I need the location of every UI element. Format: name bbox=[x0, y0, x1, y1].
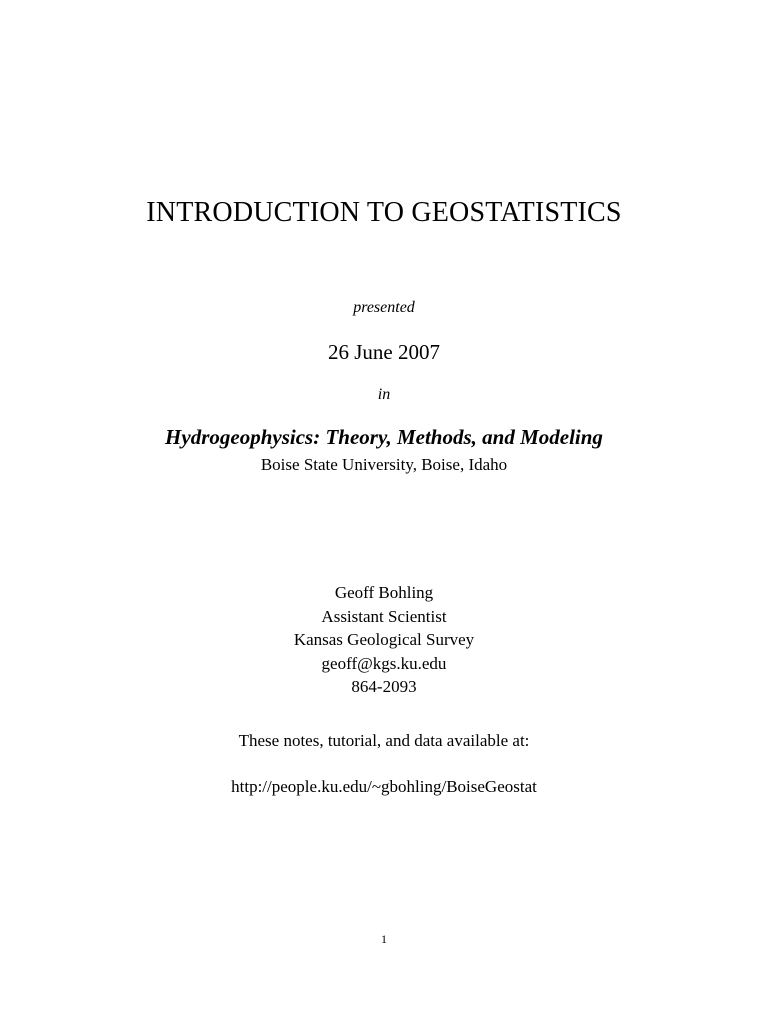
presented-label: presented bbox=[353, 299, 415, 316]
presentation-date: 26 June 2007 bbox=[328, 340, 440, 364]
notes-url: http://people.ku.edu/~gbohling/BoiseGeostat bbox=[231, 777, 537, 796]
author-position: Assistant Scientist bbox=[321, 606, 447, 626]
author-name: Geoff Bohling bbox=[334, 583, 434, 602]
document-title: INTRODUCTION TO GEOSTATISTICS bbox=[146, 197, 622, 228]
page-number: 1 bbox=[381, 932, 387, 946]
author-email: geoff@kgs.ku.edu bbox=[321, 653, 447, 673]
conference-venue: Boise State University, Boise, Idaho bbox=[260, 455, 508, 474]
author-organization: Kansas Geological Survey bbox=[293, 630, 475, 649]
conference-title: Hydrogeophysics: Theory, Methods, and Modeling bbox=[165, 425, 603, 449]
author-phone: 864-2093 bbox=[351, 677, 417, 696]
in-label: in bbox=[377, 386, 391, 403]
notes-availability-text: These notes, tutorial, and data available at: bbox=[238, 731, 530, 750]
author-info bbox=[0, 581, 768, 699]
